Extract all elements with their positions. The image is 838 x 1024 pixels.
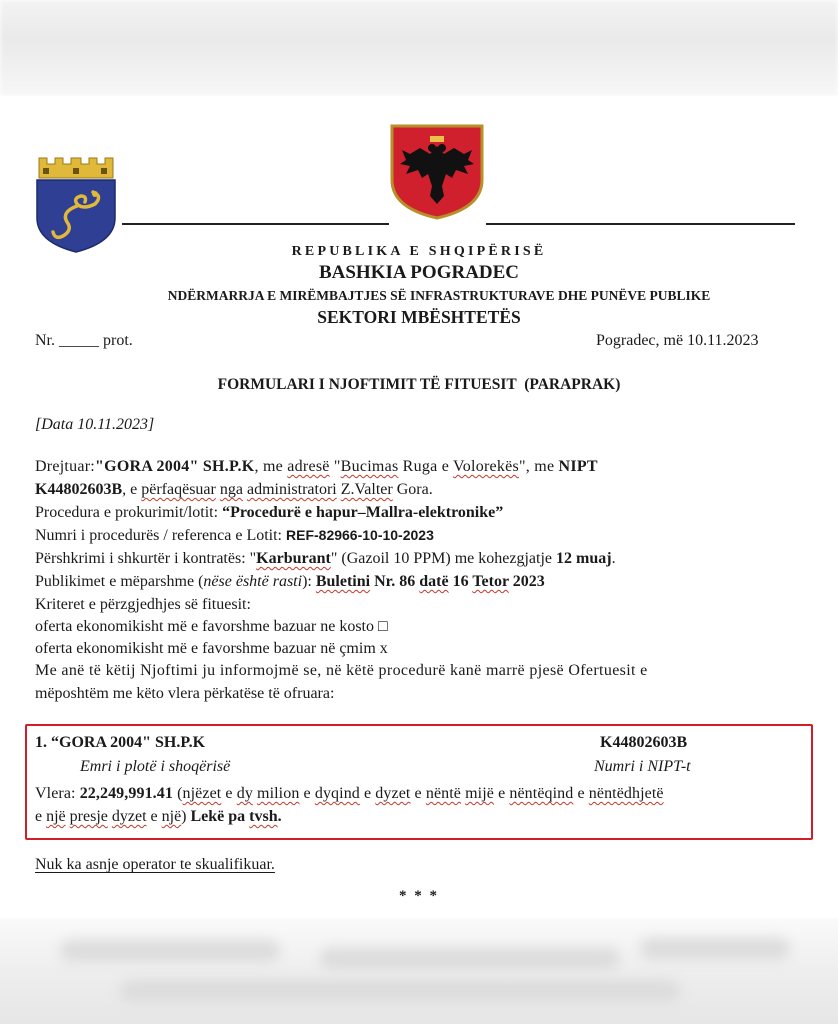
- republic-heading: REPUBLIKA E SHQIPËRISË: [291, 244, 547, 259]
- blurred-top-border: [0, 0, 838, 96]
- bidder-value-line: Vlera: 22,249,991.41 (njëzet e dy milion e dyqind e dyzet e nëntë mijë e nëntëqind e nëntëdhjetë: [35, 785, 664, 802]
- blurred-bottom-border: [0, 918, 838, 1024]
- bidder-name: 1. “GORA 2004" SH.P.K: [35, 734, 206, 751]
- bidder-value-amount: 22,249,991.41: [79, 785, 173, 802]
- bidder-nipt: K44802603B: [600, 734, 688, 751]
- bidder-value-line-2: e një presje dyzet e një) Lekë pa tvsh.: [35, 808, 282, 825]
- procedure-line: Procedura e prokurimit/lotit: “Procedurë e hapur–Mallra-elektronike”: [35, 504, 504, 521]
- intro-line-1: Me anë të këtij Njoftimi ju informojmë se, në këtë procedurë kanë marrë pjesë Ofertuesit e: [35, 662, 648, 679]
- date-note: [Data 10.11.2023]: [35, 416, 155, 433]
- place-date: Pogradec, më 10.11.2023: [596, 332, 759, 349]
- reference-line: Numri i procedurës / referenca e Lotit: REF-82966-10-10-2023: [35, 527, 434, 544]
- bidder-nipt-caption: Numri i NIPT-t: [594, 758, 691, 775]
- municipality-heading: BASHKIA POGRADEC: [318, 262, 520, 283]
- closing-mark: * * *: [399, 888, 439, 904]
- disqualified-note: Nuk ka asnje operator te skualifikuar.: [35, 856, 275, 873]
- form-title: FORMULARI I NJOFTIMIT TË FITUESIT (PARAPRAK): [217, 376, 621, 393]
- publications-line: Publikimet e mëparshme (nëse është rasti): Buletini Nr. 86 datë 16 Tetor 2023: [35, 573, 545, 590]
- document-page: [0, 96, 838, 918]
- header-rule-left: [122, 223, 389, 225]
- bidder-name-caption: Emri i plotë i shoqërisë: [80, 758, 231, 775]
- protocol-number: Nr. _____ prot.: [35, 332, 133, 349]
- pogradec-crest-emblem: [33, 156, 119, 254]
- criteria-option-cost: oferta ekonomikisht më e favorshme bazuar ne kosto □: [35, 618, 388, 635]
- contract-line: Përshkrimi i shkurtër i kontratës: "Karburant" (Gazoil 10 PPM) me kohezgjatje 12 muaj.: [35, 550, 616, 567]
- representative-line: K44802603B, e përfaqësuar nga administratori Z.Valter Gora.: [35, 481, 433, 498]
- intro-line-2: mëposhtëm me këto vlera përkatëse të ofruara:: [35, 685, 335, 702]
- criteria-option-price: oferta ekonomikisht më e favorshme bazuar në çmim x: [35, 640, 388, 657]
- criteria-label: Kriteret e përzgjedhjes së fituesit:: [35, 596, 251, 613]
- enterprise-heading: NDËRMARRJA E MIRËMBAJTJES SË INFRASTRUKTURAVE DHE PUNËVE PUBLIKE: [167, 288, 711, 303]
- sector-heading: SEKTORI MBËSHTETËS: [317, 307, 521, 327]
- albanian-flag-emblem: [390, 124, 484, 220]
- addressed-line: Drejtuar:"GORA 2004" SH.P.K, me adresë "Bucimas Ruga e Volorekës", me NIPT: [35, 458, 598, 475]
- nipt-value: K44802603B: [35, 481, 123, 498]
- header-rule-right: [486, 223, 795, 225]
